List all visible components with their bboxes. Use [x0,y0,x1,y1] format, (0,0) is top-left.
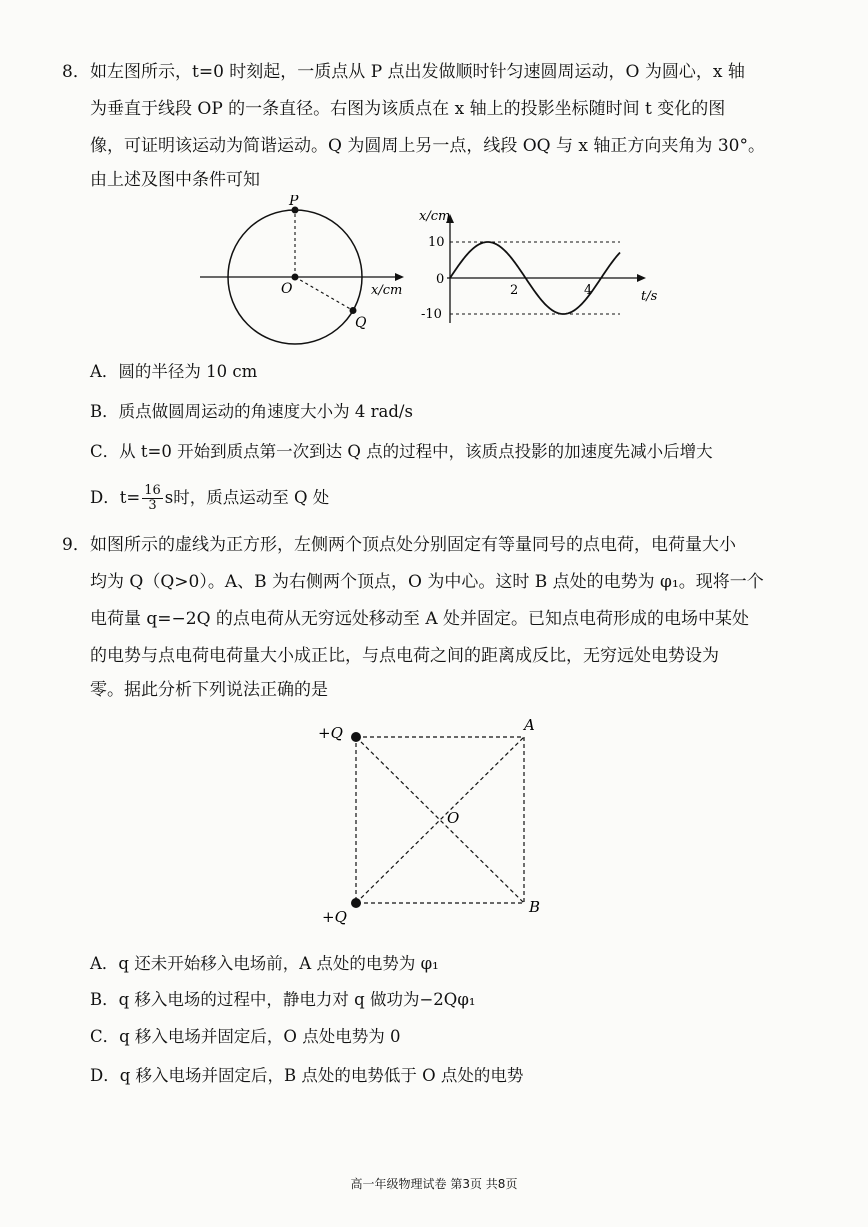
circle-figure [195,195,415,355]
fraction-16-3 [142,484,163,513]
q8-stem-line-2: 为垂直于线段 OP 的一条直径。右图为该质点在 x 轴上的投影坐标随时间 t 变化的图 [90,99,726,119]
q8-option-a: A．圆的半径为 10 cm [90,362,258,381]
graph-x-tick-4: 4 [584,283,593,298]
q8-option-d-prefix: D．t= [90,488,141,507]
q9-stem-line-4: 的电势与点电荷电荷量大小成正比，与点电荷之间的距离成反比，无穷远处电势设为 [90,646,719,666]
q9-stem-line-1: 如图所示的虚线为正方形，左侧两个顶点处分别固定有等量同号的点电荷，电荷量大小 [90,535,736,555]
label-B: B [529,898,541,916]
q9-option-c: C．q 移入电场并固定后，O 点处电势为 0 [90,1027,401,1046]
label-O: O [281,281,293,297]
xt-graph [415,198,665,328]
q8-option-c: C．从 t=0 开始到质点第一次到达 Q 点的过程中，该质点投影的加速度先减小后增大 [90,442,713,461]
q9-stem-line-2: 均为 Q（Q>0）。A、B 为右侧两个顶点，O 为中心。这时 B 点处的电势为 φ₁。现将一个 [90,572,764,592]
graph-x-tick-2: 2 [510,283,519,298]
q8-option-d-suffix: s时，质点运动至 Q 处 [164,488,330,507]
label-A: A [524,716,535,734]
q8-number: 8． [62,62,90,82]
segment-OQ [295,277,353,311]
charge-top-left [351,732,361,742]
x-axis-arrow [395,273,404,281]
q9-option-a: A．q 还未开始移入电场前，A 点处的电势为 φ₁ [90,954,439,973]
graph-xlabel: t/s [641,289,658,304]
q9-option-d: D．q 移入电场并固定后，B 点处的电势低于 O 点处的电势 [90,1066,524,1085]
q8-option-b: B．质点做圆周运动的角速度大小为 4 rad/s [90,402,413,421]
graph-y-tick-10: 10 [428,235,445,250]
label-P: P [289,195,299,209]
label-charge-bottom: +Q [322,908,347,926]
label-x-axis: x/cm [371,283,403,298]
point-O [292,274,299,281]
label-O-center: O [447,809,460,827]
graph-y-tick-0: 0 [436,272,445,287]
fraction-denominator: 3 [148,498,157,513]
page-footer: 高一年级物理试卷 第3页 共8页 [350,1177,518,1191]
q9-number: 9． [62,535,90,555]
graph-y-tick-neg10: -10 [421,307,442,322]
square-figure [310,710,560,935]
q8-option-d [90,484,329,513]
charge-bottom-left [351,898,361,908]
fraction-numerator: 16 [144,483,161,498]
label-charge-top: +Q [318,724,343,742]
point-Q [350,307,357,314]
q9-stem-line-5: 零。据此分析下列说法正确的是 [90,680,328,700]
graph-ylabel: x/cm [419,209,451,224]
q8-stem-line-1: 如左图所示，t=0 时刻起，一质点从 P 点出发做顺时针匀速圆周运动，O 为圆心，x 轴 [90,62,745,82]
q8-stem-line-4: 由上述及图中条件可知 [90,170,260,190]
label-Q: Q [355,315,367,331]
q9-stem-line-3: 电荷量 q=−2Q 的点电荷从无穷远处移动至 A 处并固定。已知点电荷形成的电场中某处 [90,609,750,629]
q8-stem-line-3: 像，可证明该运动为简谐运动。Q 为圆周上另一点，线段 OQ 与 x 轴正方向夹角为 30°。 [90,136,765,156]
q9-option-b: B．q 移入电场的过程中，静电力对 q 做功为−2Qφ₁ [90,990,476,1009]
graph-t-axis-arrow [637,274,646,282]
